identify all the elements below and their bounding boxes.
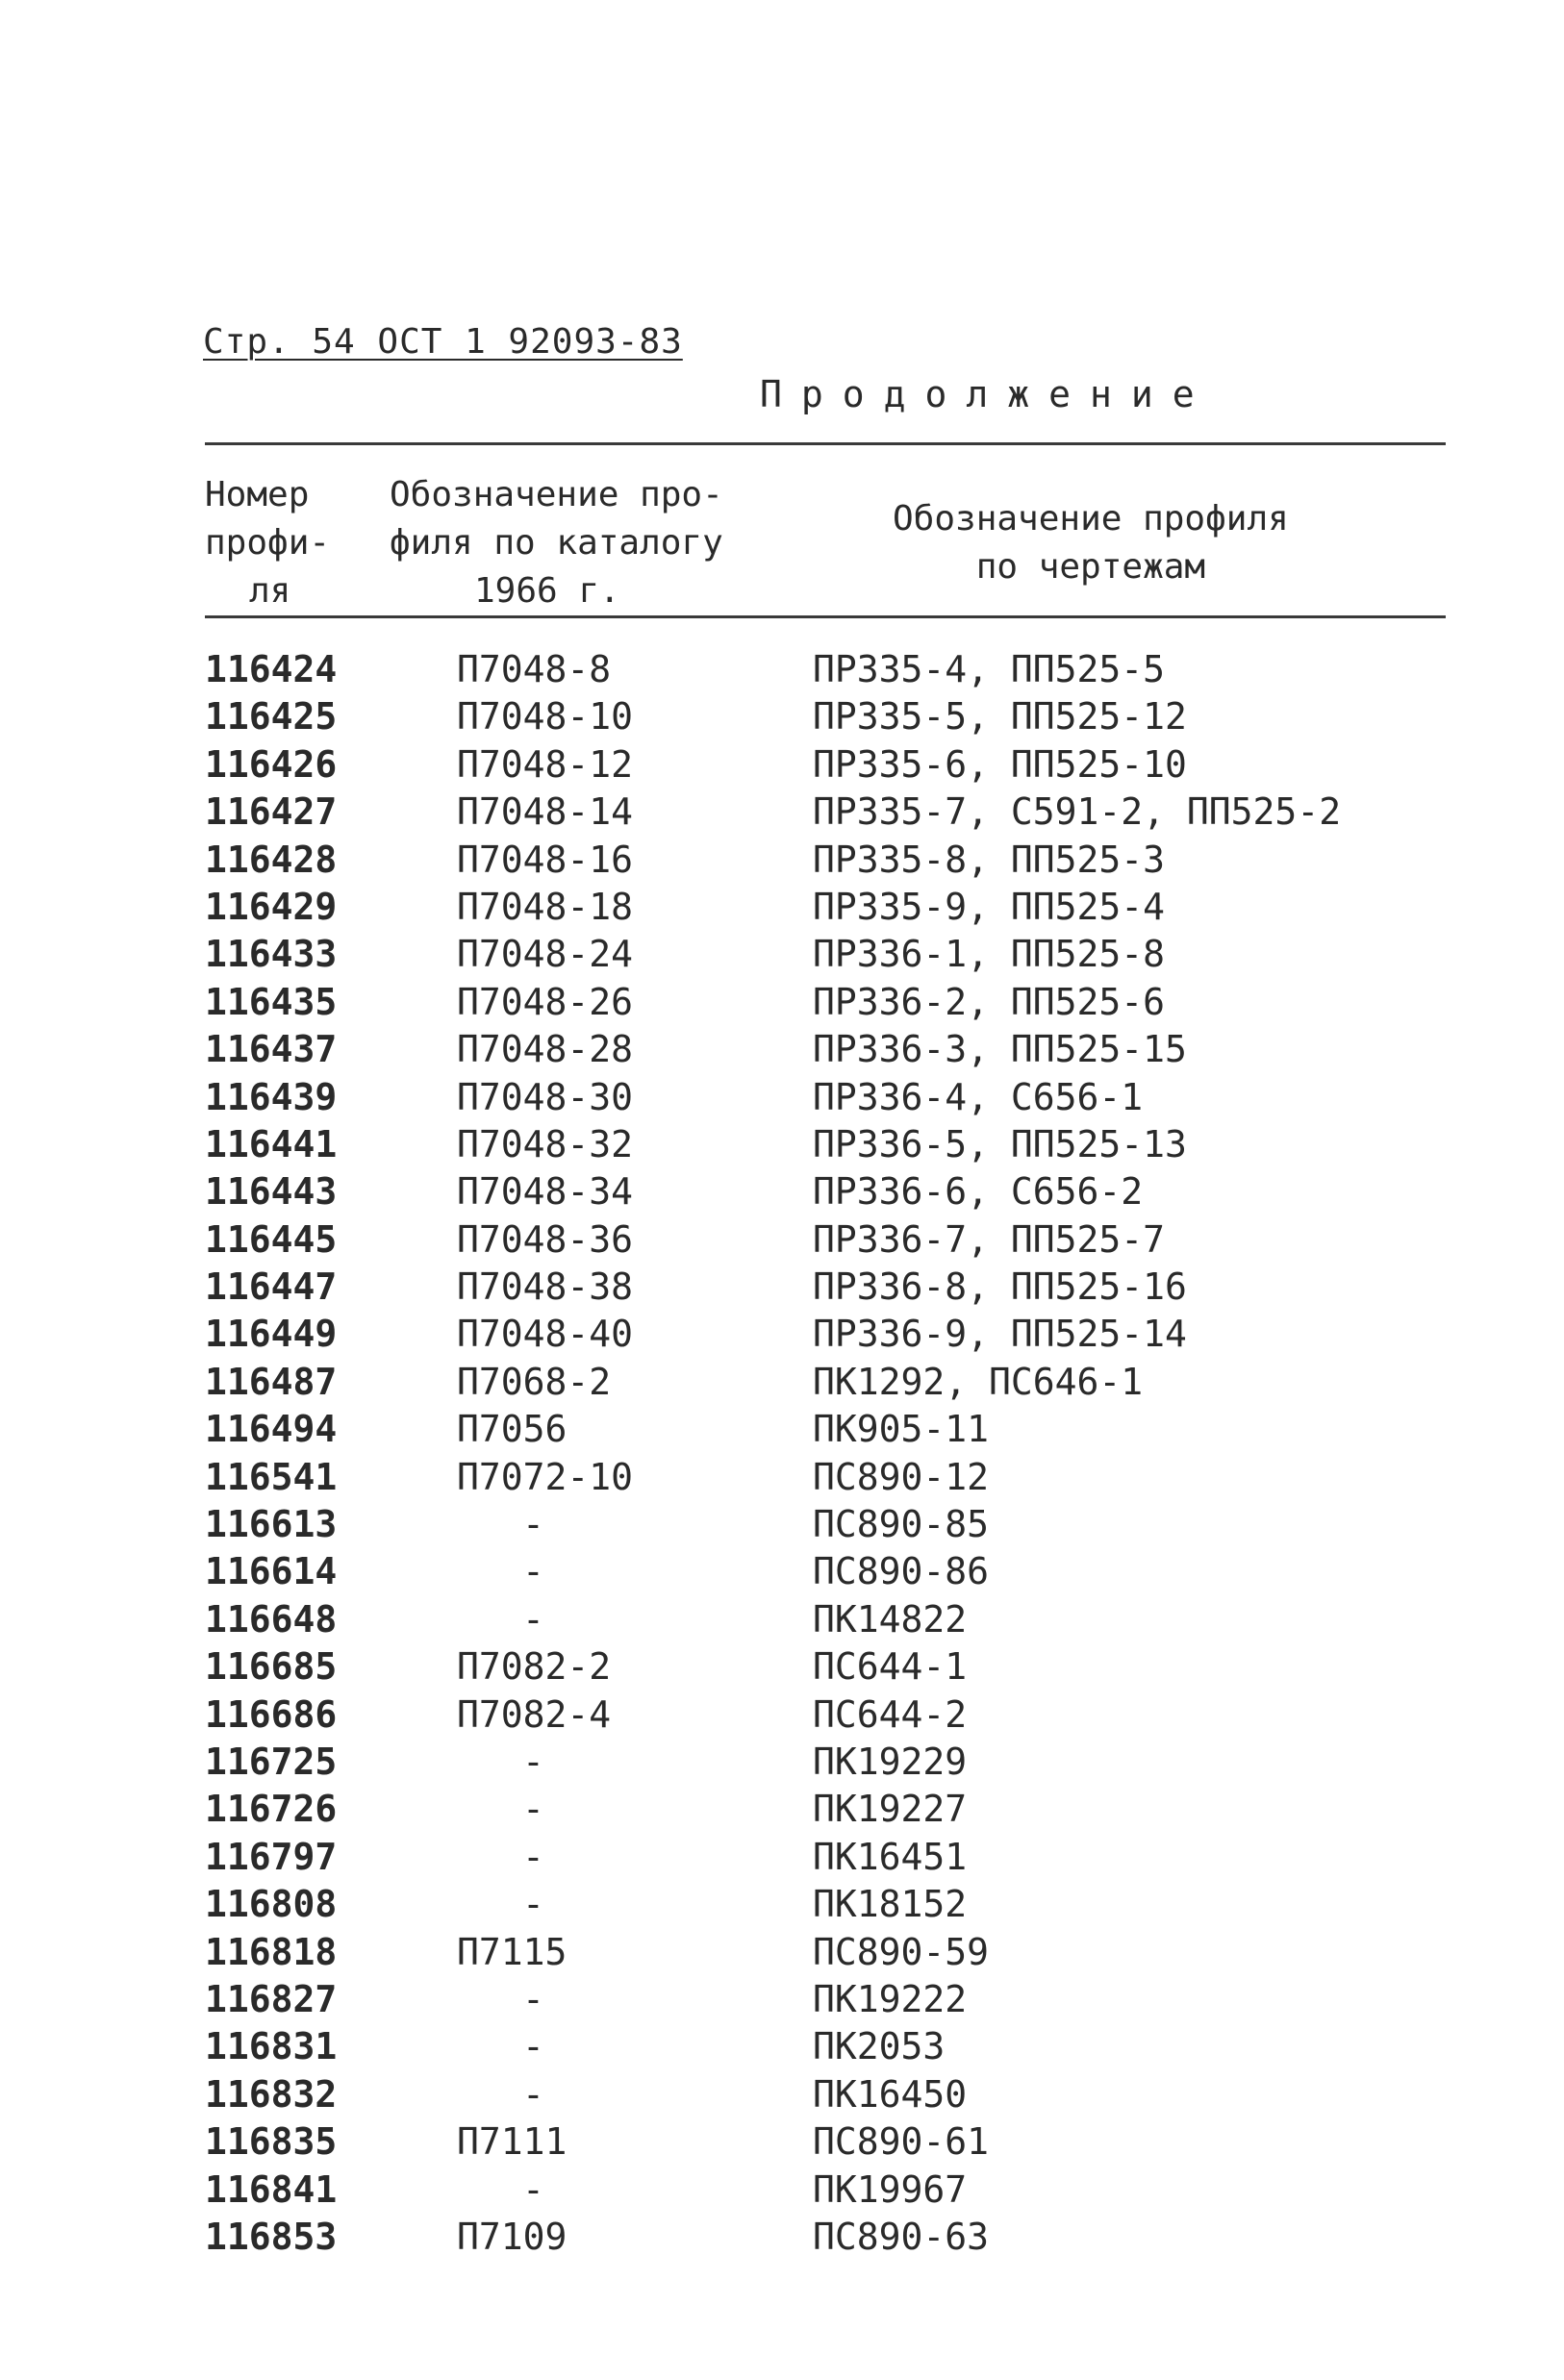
profile-number-cell: 116614 <box>205 1550 338 1593</box>
drawing-designation-cell: ПР336-7, ПП525-7 <box>813 1217 1166 1261</box>
profile-number-cell: 116827 <box>205 1977 338 2020</box>
catalog-designation-cell: - <box>522 1597 544 1641</box>
profile-number-cell: 116443 <box>205 1170 338 1214</box>
drawing-designation-cell: ПС644-1 <box>813 1645 968 1689</box>
profile-number-cell: 116686 <box>205 1692 338 1736</box>
catalog-designation-cell: П7115 <box>457 1930 568 1973</box>
profile-number-cell: 116818 <box>205 1930 338 1973</box>
profile-number-cell: 116433 <box>205 933 338 976</box>
drawing-designation-cell: ПК1292, ПС646-1 <box>813 1360 1144 1403</box>
profile-number-cell: 116424 <box>205 648 338 690</box>
table-header-rule <box>205 615 1446 618</box>
profile-number-cell: 116725 <box>205 1740 338 1783</box>
profile-number-cell: 116428 <box>205 838 338 881</box>
drawing-designation-cell: ПК16450 <box>813 2072 968 2116</box>
profile-number-cell: 116437 <box>205 1028 338 1071</box>
profile-number-cell: 116435 <box>205 980 338 1023</box>
drawing-designation-cell: ПС890-85 <box>813 1503 990 1546</box>
catalog-designation-cell: П7048-32 <box>457 1122 634 1165</box>
column-header-line: Обозначение профиля <box>893 499 1289 539</box>
profile-number-cell: 116808 <box>205 1883 338 1926</box>
catalog-designation-cell: П7048-14 <box>457 790 634 834</box>
column-header-drawing-designation <box>893 495 1289 591</box>
drawing-designation-cell: ПК19229 <box>813 1740 968 1783</box>
catalog-designation-cell: - <box>522 1740 544 1783</box>
drawing-designation-cell: ПС890-12 <box>813 1455 990 1498</box>
column-header-line: профи- <box>205 523 331 563</box>
catalog-designation-cell: П7082-2 <box>457 1645 612 1689</box>
profile-number-cell: 116841 <box>205 2167 338 2211</box>
catalog-designation-cell: П7048-8 <box>457 648 612 690</box>
column-header-line: Обозначение про- <box>390 475 723 514</box>
drawing-designation-cell: ПК19227 <box>813 1788 968 1831</box>
catalog-designation-cell: П7056 <box>457 1408 568 1451</box>
profile-number-cell: 116487 <box>205 1360 338 1403</box>
catalog-designation-cell: П7048-16 <box>457 838 634 881</box>
catalog-designation-cell: П7082-4 <box>457 1692 612 1736</box>
profile-number-cell: 116439 <box>205 1075 338 1118</box>
continuation-label: Продолжение <box>760 373 1214 415</box>
drawing-designation-cell: ПС890-63 <box>813 2215 990 2258</box>
catalog-designation-cell: П7111 <box>457 2120 568 2164</box>
catalog-designation-cell: П7048-12 <box>457 742 634 786</box>
catalog-designation-cell: П7048-38 <box>457 1265 634 1309</box>
drawing-designation-cell: ПР335-6, ПП525-10 <box>813 742 1187 786</box>
catalog-designation-cell: П7048-40 <box>457 1313 634 1356</box>
profile-number-cell: 116429 <box>205 885 338 928</box>
drawing-designation-cell: ПР336-6, С656-2 <box>813 1170 1144 1214</box>
profile-number-cell: 116494 <box>205 1408 338 1451</box>
column-header-line: Номер <box>205 475 310 514</box>
profile-number-cell: 116685 <box>205 1645 338 1689</box>
catalog-designation-cell: - <box>522 1835 544 1878</box>
drawing-designation-cell: ПР335-7, С591-2, ПП525-2 <box>813 790 1342 834</box>
drawing-designation-cell: ПР336-3, ПП525-15 <box>813 1028 1187 1071</box>
catalog-designation-cell: П7068-2 <box>457 1360 612 1403</box>
profile-number-cell: 116832 <box>205 2072 338 2116</box>
catalog-designation-cell: П7048-10 <box>457 695 634 739</box>
profile-number-cell: 116835 <box>205 2120 338 2164</box>
profile-number-cell: 116613 <box>205 1503 338 1546</box>
column-header-catalog-designation <box>390 471 723 615</box>
drawing-designation-cell: ПР336-5, ПП525-13 <box>813 1122 1187 1165</box>
profile-number-cell: 116426 <box>205 742 338 786</box>
catalog-designation-cell: - <box>522 2025 544 2068</box>
column-header-profile-number <box>205 471 330 615</box>
profile-number-cell: 116797 <box>205 1835 338 1878</box>
profile-number-cell: 116447 <box>205 1265 338 1309</box>
column-header-line: по чертежам <box>975 547 1206 587</box>
drawing-designation-cell: ПР335-5, ПП525-12 <box>813 695 1187 739</box>
catalog-designation-cell: П7109 <box>457 2215 568 2258</box>
catalog-designation-cell: П7048-18 <box>457 885 634 928</box>
catalog-designation-cell: П7048-30 <box>457 1075 634 1118</box>
drawing-designation-cell: ПР335-8, ПП525-3 <box>813 838 1166 881</box>
profile-number-cell: 116445 <box>205 1217 338 1261</box>
profile-number-cell: 116427 <box>205 790 338 834</box>
profile-number-cell: 116726 <box>205 1788 338 1831</box>
drawing-designation-cell: ПС644-2 <box>813 1692 968 1736</box>
catalog-designation-cell: П7048-24 <box>457 933 634 976</box>
table-top-rule <box>205 442 1446 445</box>
profile-number-cell: 116541 <box>205 1455 338 1498</box>
drawing-designation-cell: ПР336-2, ПП525-6 <box>813 980 1166 1023</box>
drawing-designation-cell: ПК18152 <box>813 1883 968 1926</box>
profile-number-cell: 116648 <box>205 1597 338 1641</box>
catalog-designation-cell: - <box>522 1977 544 2020</box>
catalog-designation-cell: - <box>522 1788 544 1831</box>
drawing-designation-cell: ПС890-61 <box>813 2120 990 2164</box>
drawing-designation-cell: ПК16451 <box>813 1835 968 1878</box>
drawing-designation-cell: ПР335-9, ПП525-4 <box>813 885 1166 928</box>
profile-number-cell: 116831 <box>205 2025 338 2068</box>
catalog-designation-cell: П7048-36 <box>457 1217 634 1261</box>
catalog-designation-cell: П7048-28 <box>457 1028 634 1071</box>
catalog-designation-cell: - <box>522 2072 544 2116</box>
drawing-designation-cell: ПР336-9, ПП525-14 <box>813 1313 1187 1356</box>
drawing-designation-cell: ПС890-86 <box>813 1550 990 1593</box>
drawing-designation-cell: ПК19967 <box>813 2167 968 2211</box>
profile-number-cell: 116449 <box>205 1313 338 1356</box>
catalog-designation-cell: - <box>522 2167 544 2211</box>
catalog-designation-cell: П7072-10 <box>457 1455 634 1498</box>
drawing-designation-cell: ПР336-4, С656-1 <box>813 1075 1144 1118</box>
catalog-designation-cell: - <box>522 1503 544 1546</box>
drawing-designation-cell: ПР335-4, ПП525-5 <box>813 648 1166 690</box>
catalog-designation-cell: - <box>522 1883 544 1926</box>
column-header-line: ля <box>249 571 291 611</box>
catalog-designation-cell: П7048-26 <box>457 980 634 1023</box>
drawing-designation-cell: ПР336-1, ПП525-8 <box>813 933 1166 976</box>
profile-number-cell: 116853 <box>205 2215 338 2258</box>
drawing-designation-cell: ПС890-59 <box>813 1930 990 1973</box>
column-header-line: филя по каталогу <box>390 523 723 563</box>
column-header-line: 1966 г. <box>474 571 620 611</box>
profile-number-cell: 116441 <box>205 1122 338 1165</box>
drawing-designation-cell: ПК14822 <box>813 1597 968 1641</box>
catalog-designation-cell: - <box>522 1550 544 1593</box>
drawing-designation-cell: ПР336-8, ПП525-16 <box>813 1265 1187 1309</box>
catalog-designation-cell: П7048-34 <box>457 1170 634 1214</box>
profile-number-cell: 116425 <box>205 695 338 739</box>
page-header: Стр. 54 ОСТ 1 92093-83 <box>203 322 683 362</box>
drawing-designation-cell: ПК2053 <box>813 2025 946 2068</box>
drawing-designation-cell: ПК905-11 <box>813 1408 990 1451</box>
drawing-designation-cell: ПК19222 <box>813 1977 968 2020</box>
